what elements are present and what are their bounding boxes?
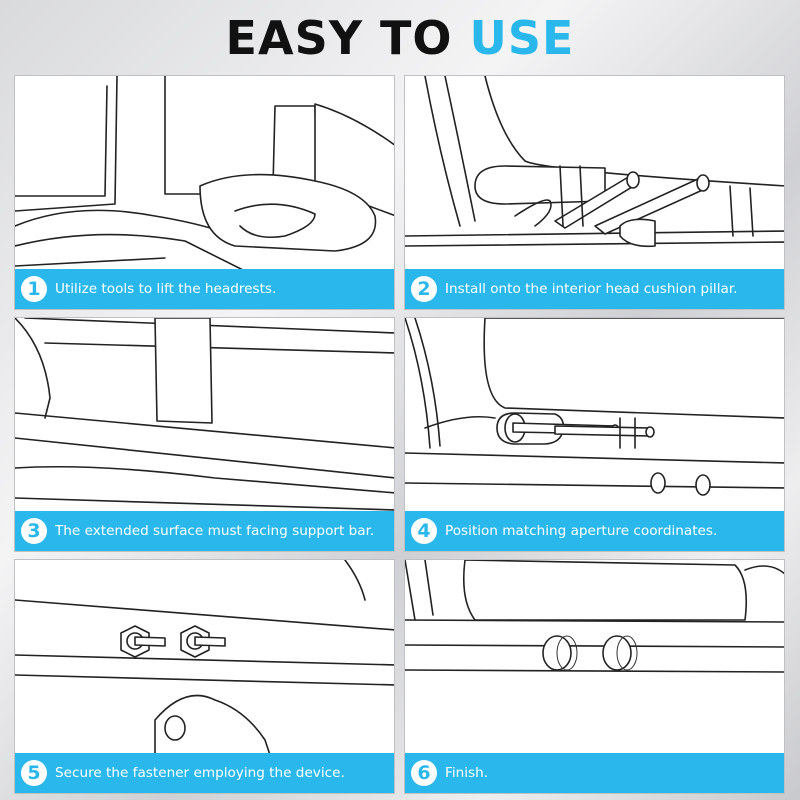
fastener-secure-illustration bbox=[15, 560, 395, 755]
page-title bbox=[0, 10, 800, 66]
step-4-text: Position matching aperture coordinates. bbox=[445, 523, 718, 539]
step-3-text: The extended surface must facing support bar. bbox=[55, 523, 375, 539]
aperture-align-illustration bbox=[405, 318, 785, 513]
title-easy-to: EASY TO bbox=[225, 11, 470, 65]
step-5-panel bbox=[14, 559, 395, 794]
step-5-text: Secure the fastener employing the device. bbox=[55, 765, 345, 781]
step-3-panel bbox=[14, 317, 395, 552]
step-2-caption bbox=[405, 269, 784, 309]
step-1-panel bbox=[14, 75, 395, 310]
step-5-caption bbox=[15, 753, 394, 793]
step-6-panel bbox=[404, 559, 785, 794]
finished-install-illustration bbox=[405, 560, 785, 755]
step-6-number: 6 bbox=[411, 760, 437, 786]
title-use: USE bbox=[469, 11, 575, 65]
headrest-lift-illustration bbox=[15, 76, 395, 271]
step-1-text: Utilize tools to lift the headrests. bbox=[55, 281, 277, 297]
pillar-install-illustration bbox=[405, 76, 785, 271]
step-4-number: 4 bbox=[411, 518, 437, 544]
support-bar-illustration bbox=[15, 318, 395, 513]
step-6-text: Finish. bbox=[445, 765, 489, 781]
step-1-number: 1 bbox=[21, 276, 47, 302]
step-4-caption bbox=[405, 511, 784, 551]
step-6-caption bbox=[405, 753, 784, 793]
step-2-text: Install onto the interior head cushion pillar. bbox=[445, 281, 738, 297]
step-2-panel bbox=[404, 75, 785, 310]
step-1-caption bbox=[15, 269, 394, 309]
step-3-caption bbox=[15, 511, 394, 551]
step-3-number: 3 bbox=[21, 518, 47, 544]
step-5-number: 5 bbox=[21, 760, 47, 786]
step-2-number: 2 bbox=[411, 276, 437, 302]
step-4-panel bbox=[404, 317, 785, 552]
